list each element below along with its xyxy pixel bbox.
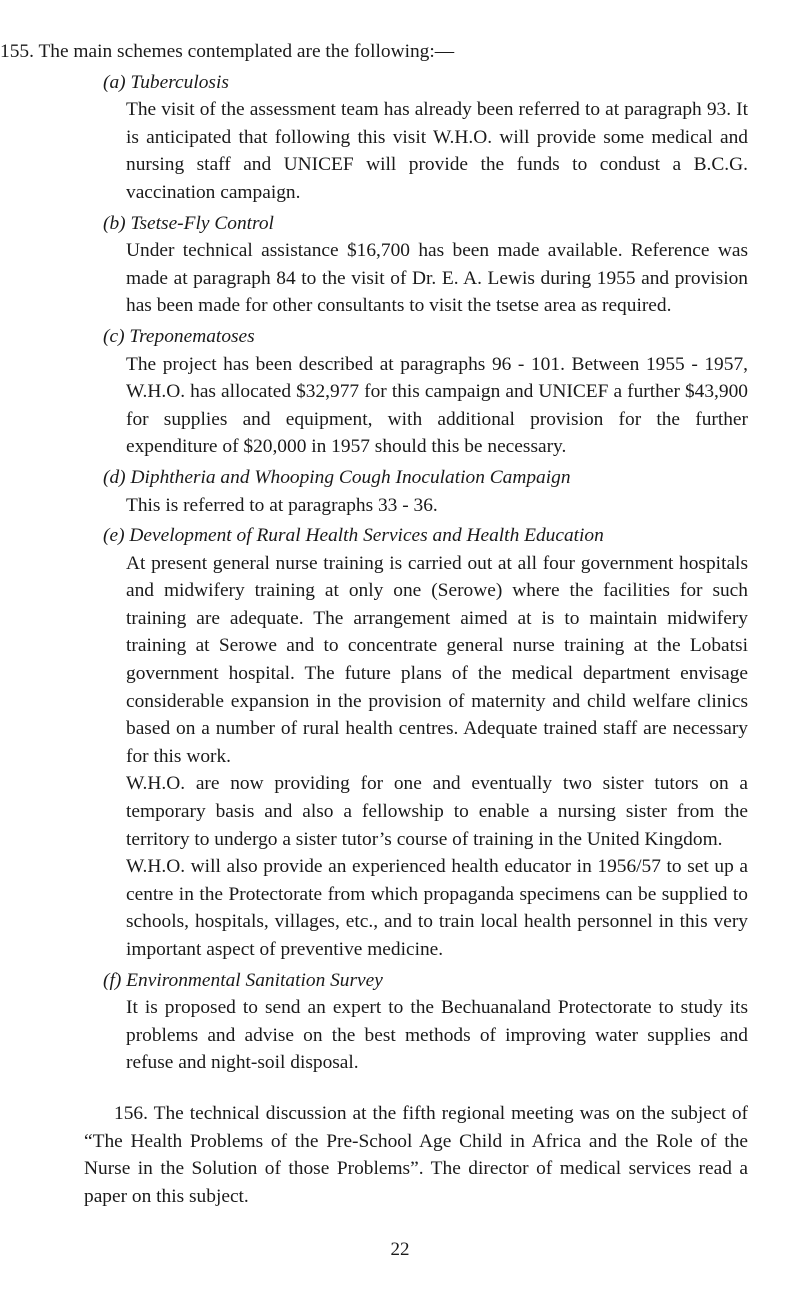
page-number: 22: [390, 1239, 410, 1260]
section-title: Tuberculosis: [130, 71, 229, 93]
section-paragraph: Under technical assistance $16,700 has been made available. Reference was made at paragraph 84 to the visit of Dr. E. A. Lewis during 1955 and provision has been made for other consultants to visit the tsetse area as required.: [126, 240, 748, 317]
section-label: (c): [103, 325, 125, 347]
section-paragraph: At present general nurse training is carried out at all four government hospitals and midwifery training at only one (Serowe) where the facilities for such training are adequate. The arrangement aimed at is to maintain midwifery training at Serowe and to concentrate general nurse training at the Lobatsi government hospital. The future plans of the medical department envisage considerable expansion in the provision of maternity and child welfare clinics based on a number of rural health centres. Adequate trained staff are necessary for this work.: [126, 552, 748, 767]
section-paragraph: The project has been described at paragraphs 96 - 101. Between 1955 - 1957, W.H.O. has allocated $32,977 for this campaign and UNICEF a further $43,900 for supplies and equipment, with additional provision for the further expenditure of $20,000 in 1957 should this be necessary.: [126, 353, 748, 458]
section-title: Diphtheria and Whooping Cough Inoculation Campaign: [130, 466, 571, 488]
section-heading: [84, 210, 748, 238]
paragraph-156-text: The technical discussion at the fifth regional meeting was on the subject of “The Health Problems of the Pre-School Age Child in Africa and the Role of the Nurse in the Solution of those Problems”. The director of medical services read a paper on this subject.: [84, 1103, 748, 1207]
section-c-treponematoses: [84, 323, 748, 461]
section-label: (f): [103, 969, 122, 991]
section-title: Environmental Sanitation Survey: [126, 969, 383, 991]
section-heading: [84, 323, 748, 351]
section-label: (b): [103, 212, 126, 234]
section-e-rural-health: [84, 522, 748, 964]
section-paragraph: The visit of the assessment team has already been referred to at paragraph 93. It is anticipated that following this visit W.H.O. will provide some medical and nursing staff and UNICEF will provide the funds to condust a B.C.G. vaccination campaign.: [126, 99, 748, 203]
section-title: Development of Rural Health Services and Health Education: [129, 525, 604, 547]
section-d-diphtheria: [84, 464, 748, 519]
section-heading: [84, 967, 748, 995]
section-a-tuberculosis: [84, 69, 748, 207]
section-title: Treponematoses: [129, 325, 255, 347]
paragraph-156-number: 156.: [114, 1103, 148, 1124]
section-heading: [84, 522, 748, 550]
section-f-sanitation-survey: [84, 967, 748, 1077]
section-paragraph: This is referred to at paragraphs 33 - 36.: [126, 494, 438, 516]
section-paragraph: W.H.O. are now providing for one and eventually two sister tutors on a temporary basis and also a fellowship to enable a nursing sister from the territory to undergo a sister tutor’s course of training in the United Kingdom.: [126, 773, 748, 850]
section-heading: [84, 464, 748, 492]
section-paragraph: It is proposed to send an expert to the Bechuanaland Protectorate to study its problems and advise on the best methods of improving water supplies and refuse and night-soil disposal.: [126, 997, 748, 1074]
paragraph-156: [84, 1100, 748, 1210]
paragraph-155: [0, 38, 748, 1077]
section-label: (a): [103, 71, 126, 93]
section-paragraph: W.H.O. will also provide an experienced health educator in 1956/57 to set up a centre in the Protectorate from which propaganda specimens can be supplied to schools, hospitals, villages, etc., and to train local health personnel in this very important aspect of preventive medicine.: [126, 856, 748, 960]
section-label: (d): [103, 466, 126, 488]
section-title: Tsetse-Fly Control: [130, 212, 274, 234]
paragraph-155-intro: [0, 38, 748, 66]
section-label: (e): [103, 525, 125, 547]
section-b-tsetse-fly-control: [84, 210, 748, 320]
section-heading: [84, 69, 748, 97]
paragraph-155-number: 155.: [0, 41, 34, 62]
paragraph-155-intro-text: The main schemes contemplated are the following:—: [38, 41, 455, 62]
